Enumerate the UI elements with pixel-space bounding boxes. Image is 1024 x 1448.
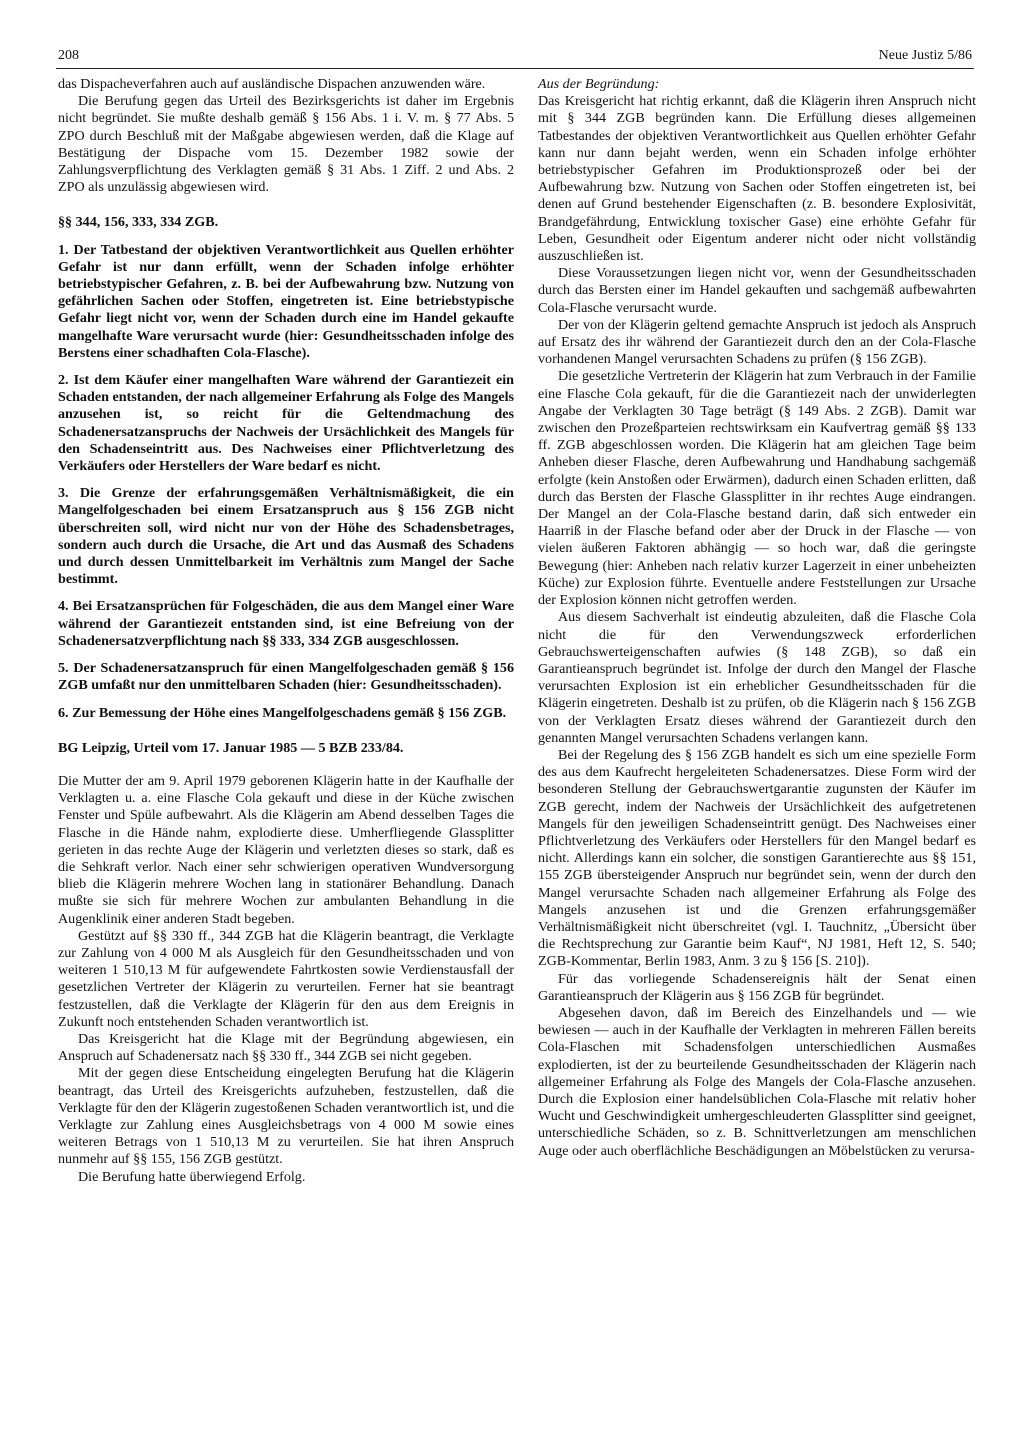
paragraph: Das Kreisgericht hat die Klage mit der Begründung abgewiesen, ein Anspruch auf Schadenersatz nach §§ 330 ff., 344 ZGB sei nicht gegeben. <box>58 1030 514 1065</box>
paragraph: Die Berufung gegen das Urteil des Bezirksgerichts ist daher im Ergebnis nicht begründet. Sie mußte deshalb gemäß § 156 Abs. 1 i. V. m. § 77 Abs. 5 ZPO durch Beschluß mit der Maßgabe abgewiesen werden, daß die Klage auf Bestätigung der Dispache vom 15. Dezember 1982 sowie der Zahlungsverpflichtung des Verklagten gemäß § 31 Abs. 1 Ziff. 2 und Abs. 2 ZPO als unzulässig abgewiesen wird. <box>58 93 514 196</box>
headnote-1: 1. Der Tatbestand der objektiven Verantwortlichkeit aus Quellen erhöhter Gefahr ist nur dann erfüllt, wenn der Schaden infolge erhöhter betriebstypischer Gefahren, z. B. bei der Aufbewahrung bzw. Nutzung von gefährlichen Sachen oder Stoffen, eingetreten ist. Eine betriebstypische Gefahr liegt nicht vor, wenn der Schaden durch eine im Handel gekaufte mangelhafte Ware verursacht wurde (hier: Gesundheitsschaden infolge des Berstens einer schadhaften Cola-Flasche). <box>58 241 514 361</box>
page-header <box>56 46 974 69</box>
right-column <box>538 76 976 1160</box>
paragraph: Bei der Regelung des § 156 ZGB handelt es sich um eine spezielle Form des aus dem Kaufrecht hergeleiteten Schadenersatzes. Diese Form wird der besonderen Stellung der Gebrauchswertgarantie zugunsten der Käufer im ZGB gerecht, indem der Nachweis der Ursächlichkeit des aufgetretenen Mangels für den jeweiligen Schadenseintritt genügt. Des Nachweises einer Pflichtverletzung des Verkäufers oder Herstellers für den Mangel bedarf es nicht. Allerdings kann ein solcher, die sonstigen Garantierechte aus §§ 151, 155 ZGB übersteigender Anspruch nur begründet sein, wenn der durch den Mangel verursachte Schaden nach allgemeiner Erfahrung als Folge des Mangels anzusehen ist und die Grenzen erfahrungsgemäßer Verhältnismäßigkeit nicht überschreitet (vgl. I. Tauchnitz, „Übersicht über die Rechtsprechung zur Garantie beim Kauf“, NJ 1981, Heft 12, S. 540; ZGB-Kommentar, Berlin 1983, Anm. 3 zu § 156 [S. 210]). <box>538 746 976 970</box>
paragraph: das Dispacheverfahren auch auf ausländische Dispachen anzuwenden wäre. <box>58 76 486 92</box>
paragraph: Das Kreisgericht hat richtig erkannt, daß die Klägerin ihren Anspruch nicht mit § 344 ZGB begründen kann. Die Erfüllung dieses allgemeinen Tatbestandes der objektiven Verantwortlichkeit aus Quellen erhöhter Gefahr kann nur dann bejaht werden, wenn ein Schaden infolge erhöhter betriebstypischer Gefahren im Produktionsprozeß oder bei der Aufbewahrung bzw. Nutzung von Sachen oder Stoffen eingetreten ist, bei denen auf Grund bestehender Eigenschaften (z. B. besondere Explosivität, Brandgefährdung, Entwicklung toxischer Gase) eine erhöhte Gefahr für Leben, Gesundheit oder Eigentum anderer nicht oder nicht vollständig auszuschließen ist. <box>538 93 976 265</box>
headnote-3: 3. Die Grenze der erfahrungsgemäßen Verhältnismäßigkeit, die ein Mangelfolgeschaden bei einem Ersatzanspruch aus § 156 ZGB nicht überschreiten soll, wird nicht nur von der Höhe des Schadensbetrages, sondern auch durch die Ursache, die Art und das Ausmaß des Schadens und durch dessen Unmittelbarkeit im Verhältnis zum Mangel der Sache bestimmt. <box>58 485 514 588</box>
paragraph: Abgesehen davon, daß im Bereich des Einzelhandels und — wie bewiesen — auch in der Kaufhalle der Verklagten in mehreren Fällen bereits Cola-Flaschen mit Schadensfolgen unterschiedlichen Ausmaßes explodierten, ist der zu beurteilende Gesundheitsschaden der Klägerin nach allgemeiner Erfahrung als Folge des Mangels der Cola-Flasche anzusehen. Durch die Explosion einer handelsüblichen Cola-Flasche mit relativ hoher Wucht und Geschwindigkeit umhergeschleuderten Glassplitter sind geeignet, unterschiedliche Schäden, so z. B. Schnittverletzungen am menschlichen Auge oder auch oberflächliche Beschädigungen an Möbelstücken zu verursa- <box>538 1004 976 1159</box>
statute-citation: §§ 344, 156, 333, 334 ZGB. <box>58 214 219 231</box>
paragraph: Die gesetzliche Vertreterin der Klägerin hat zum Verbrauch in der Familie eine Flasche Cola gekauft, für die die Garantiezeit nach der unwiderlegten Angabe der Verklagten 30 Tage beträgt (§ 149 Abs. 2 ZGB). Damit war zwischen den Prozeßparteien rechtswirksam ein Kaufvertrag gemäß §§ 133 ff. ZGB abgeschlossen worden. Die Klägerin hat am gleichen Tage beim Anheben dieser Flasche, deren Aufbewahrung und Handhabung sachgemäß erfolgte (kein Anstoßen oder Erwärmen), dadurch einen Schaden erlitten, daß durch das Bersten der Flasche Glassplitter in ihr rechtes Auge eindrangen. Der Mangel an der Cola-Flasche bestand darin, daß sich entweder ein Haarriß in der Flasche befand oder aber der Druck in der Flasche — von vielen äußeren Faktoren abhängig — so hoch war, daß die geringste Bewegung (hier: Anheben nach relativ kurzer Lagerzeit in einer unbeheizten Küche) zur Explosion führte. Eventuelle andere Feststellungen zur Ursache der Explosion können nicht getroffen werden. <box>538 368 976 609</box>
court-decision: BG Leipzig, Urteil vom 17. Januar 1985 — 5 BZB 233/84. <box>58 739 404 756</box>
paragraph: Gestützt auf §§ 330 ff., 344 ZGB hat die Klägerin beantragt, die Verklagte zur Zahlung von 4 000 M als Ausgleich für den Gesundheitsschaden und von weiteren 1 510,13 M für aufgewendete Fahrtkosten sowie Verdienstausfall der gesetzlichen Vertreter der Klägerin zu verurteilen. Ferner hat sie beantragt festzustellen, daß die Verklagte der Klägerin für den aus dem Ereignis in Zukunft noch entstehenden Schaden verantwortlich ist. <box>58 927 514 1030</box>
left-column <box>58 76 514 1186</box>
paragraph: Die Mutter der am 9. April 1979 geborenen Klägerin hatte in der Kaufhalle der Verklagten u. a. eine Flasche Cola gekauft und diese in der Küche zwischen Fenster und Spüle aufbewahrt. Als die Klägerin am Abend desselben Tages die Flasche in die Hände nahm, explodierte diese. Umherfliegende Glassplitter gerieten in das rechte Auge der Klägerin und verletzten dieses so stark, daß es die Sehkraft verlor. Nach einer sehr schwierigen operativen Wundversorgung blieb die Klägerin mehrere Wochen lang in stationärer Behandlung. Danach mußte sie sich für mehrere Wochen zur ambulanten Behandlung in die Augenklinik einer anderen Stadt begeben. <box>58 772 514 927</box>
paragraph: Mit der gegen diese Entscheidung eingelegten Berufung hat die Klägerin beantragt, das Urteil des Kreisgerichts aufzuheben, festzustellen, daß die Verklagte für den der Klägerin zugestoßenen Schaden verantwortlich ist, und die Verklagte zur Zahlung eines Ausgleichsbetrags von 4 000 M sowie eines weiteren Betrags von 1 510,13 M zu verurteilen. Sie hat ihren Anspruch nunmehr auf §§ 155, 156 ZGB gestützt. <box>58 1065 514 1168</box>
paragraph: Diese Voraussetzungen liegen nicht vor, wenn der Gesundheitsschaden durch das Bersten einer im Handel gekauften und sachgemäß aufbewahrten Cola-Flasche verursacht wurde. <box>538 265 976 316</box>
paragraph: Die Berufung hatte überwiegend Erfolg. <box>78 1168 306 1185</box>
paragraph: Der von der Klägerin geltend gemachte Anspruch ist jedoch als Anspruch auf Ersatz des ihr während der Garantiezeit durch den an der Cola-Flasche vorhandenen Mangel verursachten Schadens zu prüfen (§ 156 ZGB). <box>538 316 976 368</box>
headnote-4: 4. Bei Ersatzansprüchen für Folgeschäden, die aus dem Mangel einer Ware während der Garantiezeit entstanden sind, ist eine Befreiung von der Schadenersatzverpflichtung nach §§ 333, 334 ZGB ausgeschlossen. <box>58 598 514 649</box>
headnote-5: 5. Der Schadenersatzanspruch für einen Mangelfolgeschaden gemäß § 156 ZGB umfaßt nur den unmittelbaren Schaden (hier: Gesundheitsschaden). <box>58 660 514 694</box>
headnote-2: 2. Ist dem Käufer einer mangelhaften Ware während der Garantiezeit ein Schaden entstanden, der nach allgemeiner Erfahrung als Folge des Mangels anzusehen ist, so reicht für die Geltendmachung des Schadenersatzanspruchs der Nachweis der Ursächlichkeit des Mangels für den Schadenseintritt aus. Des Nachweises einer Pflichtverletzung des Verkäufers oder Herstellers der Ware bedarf es nicht. <box>58 372 514 475</box>
page-number: 208 <box>58 48 79 63</box>
journal-title: Neue Justiz 5/86 <box>878 48 972 63</box>
section-heading: Aus der Begründung: <box>538 76 660 92</box>
paragraph: Für das vorliegende Schadensereignis hält der Senat einen Garantieanspruch der Klägerin aus § 156 ZGB für begründet. <box>538 970 976 1004</box>
headnote-6: 6. Zur Bemessung der Höhe eines Mangelfolgeschadens gemäß § 156 ZGB. <box>58 704 507 721</box>
paragraph: Aus diesem Sachverhalt ist eindeutig abzuleiten, daß die Flasche Cola nicht die für den Verwendungszweck erforderlichen Gebrauchswerteigenschaften aufwies (§ 148 ZGB), so daß ein Garantieanspruch begründet ist. Infolge der durch den Mangel der Flasche verursachten Explosion ist ein erheblicher Gesundheitsschaden für die Klägerin eingetreten. Deshalb ist zu prüfen, ob die Klägerin nach § 156 ZGB von der Verklagten Ersatz dieses während der Garantiezeit durch den genannten Mangel verursachten Schadens verlangen kann. <box>538 609 976 746</box>
